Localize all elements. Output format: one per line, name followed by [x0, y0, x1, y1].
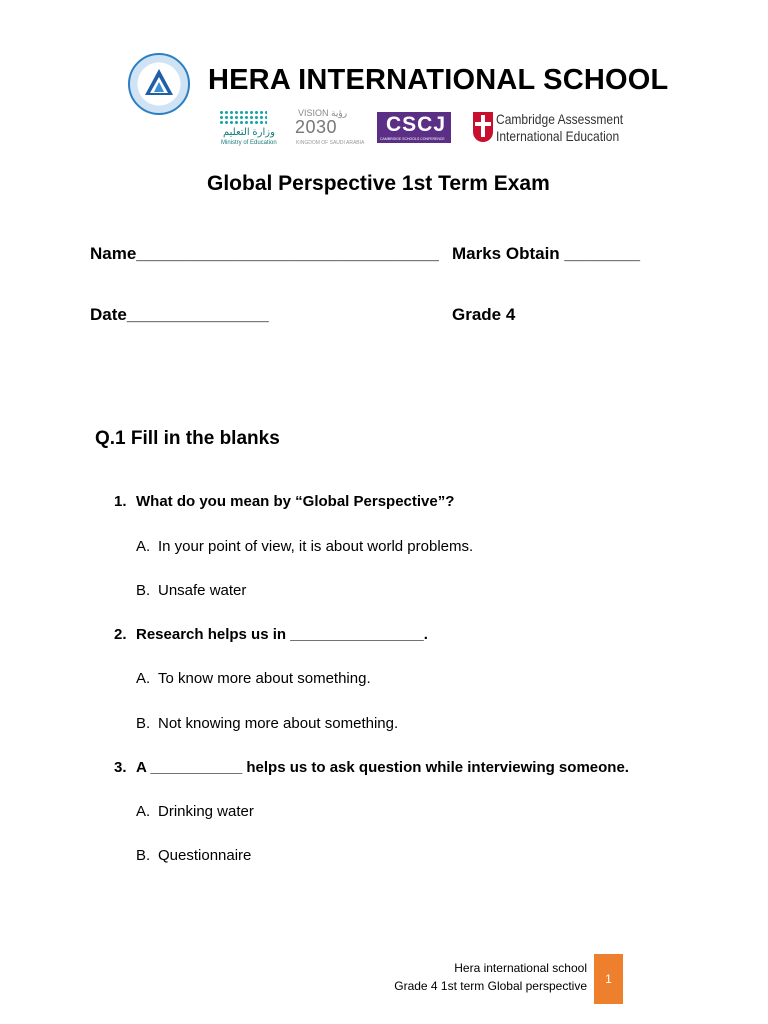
- moe-dots-icon: [219, 110, 267, 124]
- exam-title: Global Perspective 1st Term Exam: [207, 172, 550, 195]
- option-text[interactable]: Questionnaire: [158, 847, 252, 864]
- name-field[interactable]: Name________________________________: [90, 244, 439, 263]
- date-field[interactable]: Date_______________: [90, 305, 269, 324]
- option-letter: A.: [136, 670, 151, 687]
- page-number-text: 1: [605, 972, 612, 986]
- page-number: [594, 954, 623, 1004]
- section-heading: Q.1 Fill in the blanks: [95, 428, 280, 449]
- grade-label: Grade 4: [452, 305, 516, 324]
- cscj-text: CSCJ: [386, 113, 447, 136]
- option-text[interactable]: To know more about something.: [158, 670, 371, 687]
- footer-grade-subject: Grade 4 1st term Global perspective: [394, 979, 587, 993]
- school-crest-icon: [128, 53, 190, 115]
- moe-arabic-text: وزارة التعليم: [223, 127, 275, 138]
- cambridge-line-2: International Education: [496, 128, 620, 144]
- question-text: Research helps us in ________________.: [136, 626, 428, 643]
- vision-label: VISION رؤية: [298, 108, 348, 118]
- vision-subtitle: KINGDOM OF SAUDI ARABIA: [296, 140, 365, 146]
- question-text: What do you mean by “Global Perspective”?: [136, 493, 455, 510]
- vision-year: 2030: [295, 117, 338, 137]
- option-text[interactable]: Drinking water: [158, 803, 254, 820]
- ministry-of-education-logo: [219, 110, 277, 150]
- cambridge-shield-icon: [473, 112, 493, 142]
- option-letter: A.: [136, 538, 151, 555]
- option-text[interactable]: Not knowing more about something.: [158, 715, 399, 732]
- shield-cross-vertical: [481, 115, 485, 137]
- cscj-subtitle: CAMBRIDGE SCHOOLS CONFERENCE: [380, 137, 445, 141]
- vision-2030-logo: [292, 108, 365, 150]
- question-text: A ___________ helps us to ask question while interviewing someone.: [136, 759, 629, 776]
- option-letter: A.: [136, 803, 151, 820]
- shield-cross-horizontal: [475, 122, 491, 126]
- school-name: HERA INTERNATIONAL SCHOOL: [208, 64, 669, 96]
- marks-field[interactable]: Marks Obtain ________: [452, 244, 641, 263]
- option-text[interactable]: In your point of view, it is about world problems.: [158, 538, 474, 555]
- question-number: 3.: [114, 759, 127, 776]
- footer-school-name: Hera international school: [454, 961, 587, 975]
- question-number: 2.: [114, 626, 127, 643]
- option-letter: B.: [136, 582, 151, 599]
- option-text[interactable]: Unsafe water: [158, 582, 247, 599]
- cambridge-logo-text: [496, 111, 623, 145]
- option-letter: B.: [136, 715, 151, 732]
- moe-english-text: Ministry of Education: [221, 140, 277, 146]
- cambridge-line-1: Cambridge Assessment: [496, 111, 624, 127]
- cscj-logo: [377, 112, 451, 143]
- option-letter: B.: [136, 847, 151, 864]
- question-number: 1.: [114, 493, 127, 510]
